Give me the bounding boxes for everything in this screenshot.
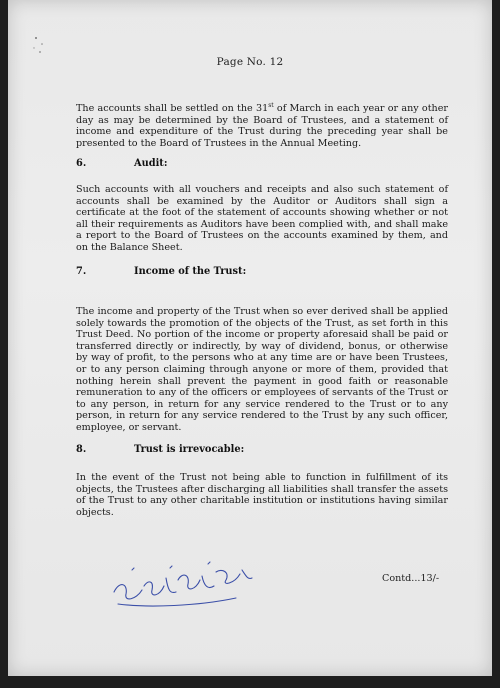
section-title: Trust is irrevocable:: [134, 444, 245, 455]
section-body-audit: Such accounts with all vouchers and receipts and also such statement of accounts shall be examined by the Auditor or Auditors shall sign a certificate at the foot of the statement of accounts showing whether or not all their requirements as Auditors have been complied with, and shall make a report to the Board of Trustees on the accounts examined by them, and on the Balance Sheet.: [76, 184, 448, 253]
intro-paragraph: [76, 100, 448, 150]
section-body-irrevocable: In the event of the Trust not being able to function in fulfillment of its objects, the Trustees after discharging all liabilities shall transfer the assets of the Trust to any other charitable institution or institutions having similar objects.: [76, 472, 448, 518]
section-number: 8.: [76, 444, 87, 455]
intro-paragraph-text-start: The accounts shall be settled on the 31: [76, 103, 269, 115]
section-heading-irrevocable: [76, 444, 244, 455]
page-number: Page No. 12: [216, 56, 284, 68]
section-title: Income of the Trust:: [134, 266, 247, 277]
ordinal-suffix: st: [268, 102, 274, 109]
handwritten-signature: [108, 550, 258, 610]
section-title: Audit:: [134, 158, 168, 169]
document-page: [8, 0, 492, 676]
section-body-income: The income and property of the Trust when so ever derived shall be applied solely towards the promotion of the objects of the Trust, as set forth in this Trust Deed. No portion of the income or property aforesaid shall be paid or transferred directly or indirectly, by way of dividend, bonus, or otherwise by way of profit, to the persons who at any time are or have been Trustees, or to any person claiming through anyone or more of them, provided that nothing herein shall prevent the payment in good faith or reasonable remuneration to any of the officers or employees of servants of the Trust or to any person, in return for any service rendered to the Trust or to any person, in return for any service rendered to the Trust by any such officer, employee, or servant.: [76, 306, 448, 433]
section-heading-audit: [76, 158, 167, 169]
section-number: 7.: [76, 266, 87, 277]
section-number: 6.: [76, 158, 87, 169]
continuation-note: Contd...13/-: [382, 573, 440, 584]
intro-paragraph-text-end: of March in each year or any other day as may be determined by the Board of Trustees, and a statement of income and expenditure of the Trust during the preceding year shall be presented to the Board of Trustees in the Annual Meeting.: [76, 103, 448, 149]
section-heading-income: [76, 266, 246, 277]
